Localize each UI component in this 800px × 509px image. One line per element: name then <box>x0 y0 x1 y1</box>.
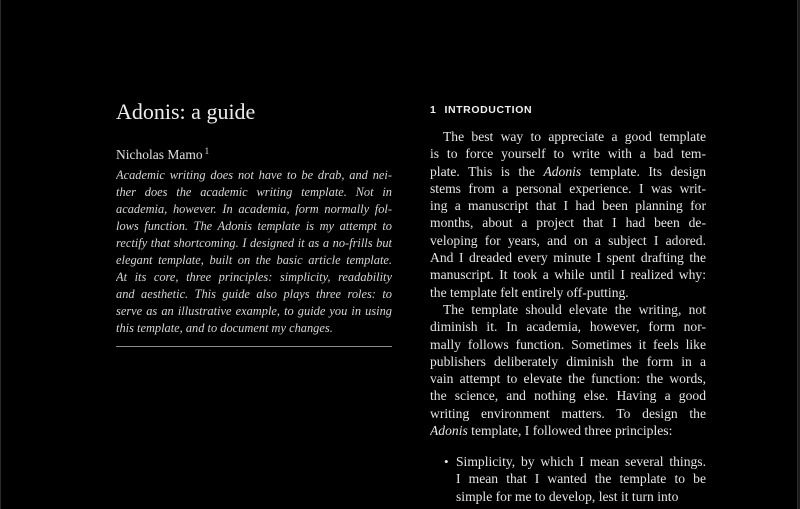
list-item-line: I mean that I wanted the template to be <box>456 471 706 487</box>
paragraph-line <box>430 405 706 422</box>
paragraph-2 <box>430 301 706 439</box>
paragraph-line <box>430 353 706 370</box>
paragraph-line <box>430 336 706 353</box>
list-item-line: simple for me to develop, lest it turn into <box>456 488 679 504</box>
paragraph-line <box>430 214 706 231</box>
line-text: The template should elevate the writing, not <box>443 302 706 317</box>
line-text: veloping for years, and on a subject I adored. <box>430 232 706 248</box>
abstract-line: elegant template, built on the basic article template. <box>116 253 392 268</box>
document-title: Adonis: a guide <box>116 99 256 124</box>
abstract-line: Academic writing does not have to be drab, and nei- <box>116 168 392 182</box>
paragraph-line <box>430 266 706 283</box>
line-text: template, I followed three principles: <box>467 423 673 439</box>
paragraph-line <box>430 370 706 387</box>
line-text: manuscript. It took a while until I realized why: <box>430 267 706 283</box>
paragraph-line <box>430 145 706 162</box>
line-text: the template felt entirely off-putting. <box>430 284 629 300</box>
abstract-line: rectify that shortcoming. I designed it as a no-frills but <box>116 236 392 251</box>
line-text: stems from a personal experience. I was writ- <box>430 180 706 196</box>
line-text: publishers deliberately diminish the form in a <box>430 353 706 369</box>
line-text: vain attempt to elevate the function: the words, <box>430 371 706 387</box>
abstract-line: lows function. The Adonis template is my attempt to <box>116 219 392 234</box>
abstract-line: ther does the academic writing template. Not in <box>116 185 392 200</box>
paragraph-line <box>430 301 706 318</box>
author-footnote-mark[interactable]: 1 <box>204 146 210 156</box>
paragraph-line <box>430 163 706 180</box>
line-text: writing environment matters. To design the <box>430 405 706 421</box>
paragraph-line <box>430 387 706 404</box>
abstract <box>116 167 392 337</box>
line-text: months, about a project that I had been de- <box>430 215 706 231</box>
section-number: 1 <box>430 104 437 116</box>
list-item-text <box>456 453 706 505</box>
paragraph-line <box>430 249 706 266</box>
paragraph-1 <box>430 128 706 301</box>
line-text: And I dreaded every minute I spent drafting the <box>430 250 706 266</box>
abstract-line: At its core, three principles: simplicity, readability <box>116 270 392 285</box>
line-text: is to force yourself to write with a bad tem- <box>430 146 706 162</box>
paragraph-line <box>430 284 706 301</box>
line-text: ing a manuscript that I had been planning for <box>430 198 706 214</box>
abstract-line: academia, however. In academia, form normally fol- <box>116 202 392 217</box>
line-text: plate. This is the <box>430 163 544 179</box>
paragraph-line <box>430 180 706 197</box>
section-heading <box>430 104 532 116</box>
paragraph-line <box>430 318 706 335</box>
abstract-line: serve as an illustrative example, to guide you in using <box>116 304 392 319</box>
author-name: Nicholas Mamo <box>116 147 203 162</box>
author-line <box>116 142 209 164</box>
line-text: diminish it. In academia, however, form nor- <box>430 319 706 335</box>
line-text: mally follows function. Sometimes it feels like <box>430 336 706 352</box>
paragraph-line <box>430 232 706 249</box>
line-text: template. Its design <box>581 163 706 179</box>
list-item-line: Simplicity, by which I mean several things. <box>456 454 706 469</box>
paragraph-line <box>430 128 706 145</box>
paragraph-line <box>430 197 706 214</box>
line-text: The best way to appreciate a good template <box>443 129 706 144</box>
emphasis-text: Adonis <box>430 423 468 439</box>
paragraph-line <box>430 422 706 439</box>
section-title: INTRODUCTION <box>444 104 533 116</box>
line-text: the science, and nothing else. Having a good <box>430 388 706 404</box>
emphasis-text: Adonis <box>543 163 582 179</box>
bullet-icon: • <box>444 454 449 469</box>
abstract-line: and aesthetic. This guide also plays three roles: to <box>116 287 392 302</box>
abstract-divider <box>116 346 392 347</box>
abstract-line: this template, and to document my changes. <box>116 321 333 336</box>
